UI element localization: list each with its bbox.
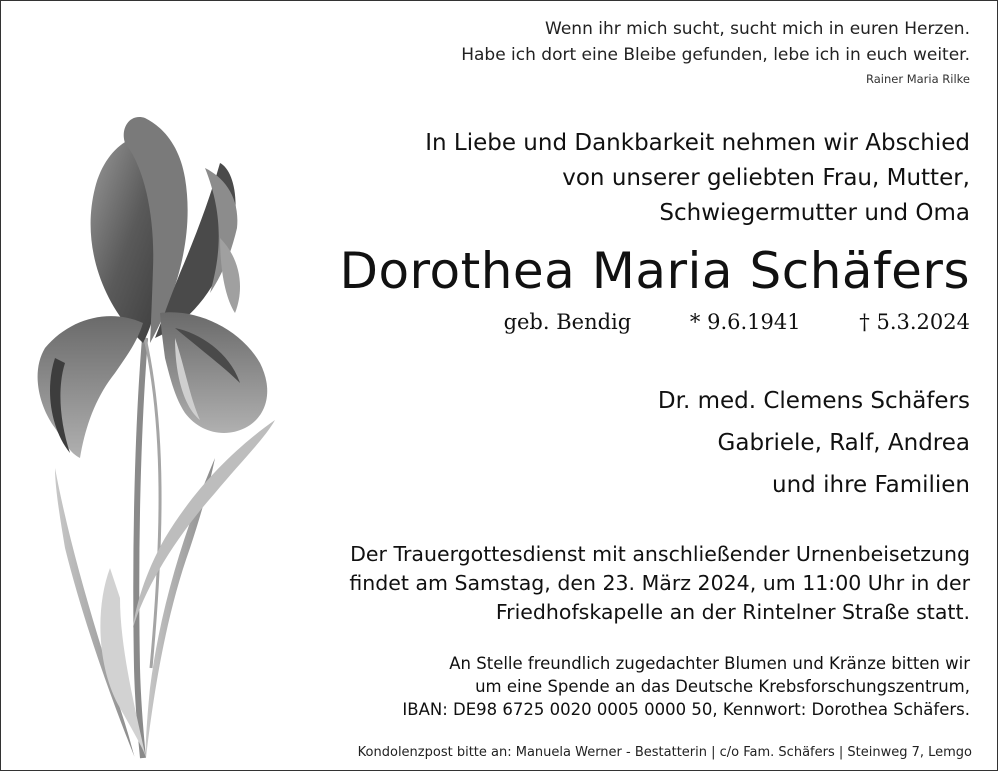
intro-line-1: In Liebe und Dankbarkeit nehmen wir Abschied	[425, 130, 970, 156]
service-info	[349, 540, 970, 627]
service-line-3: Friedhofskapelle an der Rintelner Straße statt.	[495, 600, 970, 624]
condolence-address: Kondolenzpost bitte an: Manuela Werner - Bestatterin | c/o Fam. Schäfers | Steinweg 7, Lemgo	[357, 745, 972, 760]
maiden-name: geb. Bendig	[503, 310, 632, 334]
deceased-name: Dorothea Maria Schäfers	[339, 242, 970, 300]
mourner-line-3: und ihre Familien	[772, 472, 970, 498]
quote-author: Rainer Maria Rilke	[865, 72, 970, 86]
quote-line-1: Wenn ihr mich sucht, sucht mich in euren Herzen.	[545, 19, 970, 39]
donation-request	[402, 652, 970, 721]
mourners	[658, 380, 970, 506]
donation-line-2: um eine Spende an das Deutsche Krebsforschungszentrum,	[475, 677, 970, 696]
iris-flower-image	[25, 108, 290, 763]
birth-date: * 9.6.1941	[689, 310, 801, 334]
service-line-1: Der Trauergottesdienst mit anschließender Urnenbeisetzung	[350, 542, 970, 566]
donation-line-3: IBAN: DE98 6725 0020 0005 0000 50, Kennwort: Dorothea Schäfers.	[402, 700, 970, 719]
rilke-quote	[461, 16, 970, 68]
mourner-line-2: Gabriele, Ralf, Andrea	[717, 430, 970, 456]
service-line-2: findet am Samstag, den 23. März 2024, um 11:00 Uhr in der	[349, 571, 970, 595]
death-date: † 5.3.2024	[859, 310, 970, 334]
mourner-line-1: Dr. med. Clemens Schäfers	[657, 388, 970, 414]
intro-line-2: von unserer geliebten Frau, Mutter,	[562, 165, 970, 191]
life-dates	[504, 310, 970, 334]
donation-line-1: An Stelle freundlich zugedachter Blumen und Kränze bitten wir	[449, 654, 970, 673]
intro-line-3: Schwiegermutter und Oma	[659, 200, 970, 226]
farewell-intro	[425, 126, 970, 231]
quote-line-2: Habe ich dort eine Bleibe gefunden, lebe ich in euch weiter.	[461, 45, 970, 65]
